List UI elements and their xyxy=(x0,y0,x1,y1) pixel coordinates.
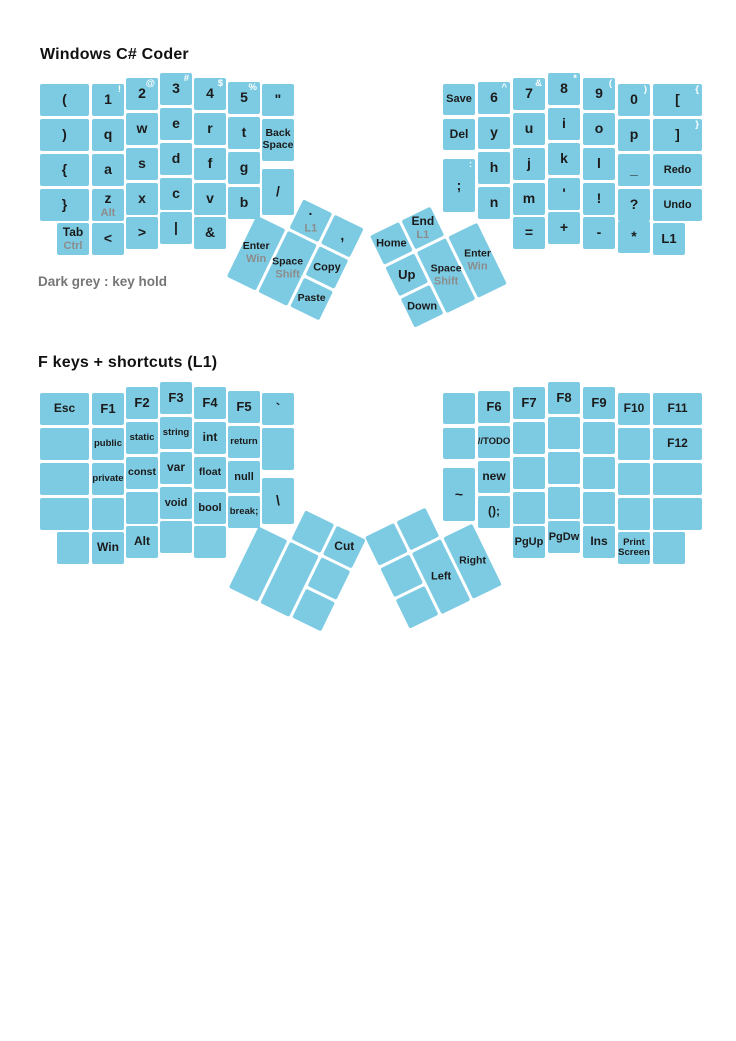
key-exclamation xyxy=(583,183,615,215)
key-3 xyxy=(160,73,192,105)
key-paren-open xyxy=(40,84,89,116)
key-l xyxy=(583,148,615,180)
key-tap-label: ] xyxy=(675,126,680,143)
key-blank xyxy=(548,417,580,449)
key-tap-label: ( xyxy=(62,91,67,108)
key-f8 xyxy=(548,382,580,414)
key-shift-label: ! xyxy=(117,84,121,95)
key-tap-label: Cut xyxy=(334,539,355,554)
key-double-quote xyxy=(262,84,294,116)
key-tap-label: Space xyxy=(430,262,462,275)
key-hold-label: Win xyxy=(246,252,267,265)
key-tap-label: Enter xyxy=(464,247,491,260)
key-tap-label: Tab xyxy=(62,225,84,240)
key-tap-label: Redo xyxy=(663,163,692,176)
key-tap-label: g xyxy=(239,159,249,176)
key-tap-label: z xyxy=(104,190,112,207)
key-0 xyxy=(618,84,650,116)
key-tap-label: - xyxy=(596,224,602,241)
key-f11 xyxy=(653,393,702,425)
key-tap-label: F11 xyxy=(667,401,688,416)
key-plus xyxy=(548,212,580,244)
key-tap-label: e xyxy=(172,115,180,132)
key-const xyxy=(126,457,158,489)
key-tap-label: s xyxy=(138,155,146,172)
key-tap-label: < xyxy=(103,230,113,247)
key-hold-label: L1 xyxy=(416,228,430,241)
key-tap-label: F4 xyxy=(202,394,218,410)
key-tap-label: Up xyxy=(398,266,416,282)
key-tap-label: ; xyxy=(456,176,462,193)
key-n xyxy=(478,187,510,219)
key-tap-label: 9 xyxy=(595,85,603,102)
legend-note: Dark grey : key hold xyxy=(38,274,168,289)
key-tap-label: null xyxy=(234,470,254,483)
key-tap-label: ' xyxy=(562,185,566,202)
key-r xyxy=(194,113,226,145)
key-hold-label: Shift xyxy=(433,275,459,288)
key-todo xyxy=(478,426,510,458)
key-c xyxy=(160,178,192,210)
key-tap-label: Del xyxy=(449,126,469,141)
key-tap-label: ) xyxy=(62,126,67,143)
key-tap-label: u xyxy=(524,120,534,137)
key-tap-label: ~ xyxy=(454,485,464,502)
key-greater-than xyxy=(126,217,158,249)
key-g xyxy=(228,152,260,184)
key-k xyxy=(548,143,580,175)
key-tap-label: Enter xyxy=(242,240,270,253)
key-hold-label: Ctrl xyxy=(63,239,83,252)
key-tap-label: h xyxy=(489,159,499,176)
key-tap-label: n xyxy=(489,194,499,211)
key-x xyxy=(126,183,158,215)
key-new xyxy=(478,461,510,493)
key-tap-label: q xyxy=(103,126,113,143)
key-bracket-close xyxy=(653,119,702,151)
key-tap-label: l xyxy=(597,155,601,172)
key-tap-label: = xyxy=(524,224,534,241)
key-blank xyxy=(40,463,89,495)
key-blank xyxy=(653,532,685,564)
key-s xyxy=(126,148,158,180)
key-shift-label: % xyxy=(248,82,257,93)
key-tap-label: F3 xyxy=(168,389,184,405)
key-tap-label: r xyxy=(207,120,213,137)
key-tap-label: PgUp xyxy=(514,535,544,548)
key-tap-label: m xyxy=(522,190,536,207)
key-tap-label: 8 xyxy=(560,80,568,97)
key-tap-label: (); xyxy=(488,504,500,519)
key-shift-label: { xyxy=(695,84,699,95)
key-tap-label: o xyxy=(594,120,604,137)
key-brace-close xyxy=(40,189,89,221)
key-f1 xyxy=(92,393,124,425)
key-tap-label: F1 xyxy=(100,400,116,416)
key-blank xyxy=(443,428,475,459)
key-tap-label: Alt xyxy=(134,534,150,549)
layer2-title: F keys + shortcuts (L1) xyxy=(38,354,218,371)
key-tap-label: const xyxy=(127,466,156,479)
key-tap-label: y xyxy=(490,124,498,141)
key-tap-label: int xyxy=(202,430,218,445)
key-shift-label: * xyxy=(573,73,577,84)
key-tap-label: //TODO xyxy=(477,435,511,447)
key-void xyxy=(160,487,192,519)
key-2 xyxy=(126,78,158,110)
key-shift-label: @ xyxy=(145,78,155,89)
key-down xyxy=(401,285,444,328)
key-l1 xyxy=(653,223,685,255)
key-tap-label: F6 xyxy=(486,398,502,414)
key-back-space xyxy=(262,119,294,161)
key-tap-label: / xyxy=(276,183,280,200)
key-f12 xyxy=(653,428,702,460)
key-tap-label: static xyxy=(129,431,155,443)
key-t xyxy=(228,117,260,149)
key-blank xyxy=(513,492,545,524)
key-4 xyxy=(194,78,226,110)
key-question xyxy=(618,189,650,221)
key-a xyxy=(92,154,124,186)
key-tap-label: } xyxy=(61,196,68,213)
key-tap-label: 7 xyxy=(525,85,533,102)
key-blank xyxy=(40,428,89,460)
key-pgup xyxy=(513,526,545,558)
key-save xyxy=(443,84,475,115)
key-z xyxy=(92,189,124,221)
key-blank xyxy=(126,492,158,524)
key-tap-label: Screen xyxy=(618,547,650,558)
key-asterisk xyxy=(618,221,650,253)
key-blank xyxy=(513,457,545,489)
key-tap-label: PgDw xyxy=(548,530,580,543)
key-tap-label: string xyxy=(162,426,190,438)
key-f6 xyxy=(478,391,510,423)
key-u xyxy=(513,113,545,145)
key-del xyxy=(443,119,475,150)
key-tap-label: bool xyxy=(198,501,222,514)
key-win xyxy=(92,532,124,564)
key-tap-label: * xyxy=(631,228,637,245)
key-hold-label: L1 xyxy=(304,222,318,235)
key-blank xyxy=(57,532,89,564)
key-shift-label: ( xyxy=(608,78,612,89)
key-backtick xyxy=(262,393,294,425)
key-tap-label: Space xyxy=(262,139,294,151)
key-8 xyxy=(548,73,580,105)
key-w xyxy=(126,113,158,145)
key-7 xyxy=(513,78,545,110)
key-tap-label: i xyxy=(562,115,566,132)
key-brace-open xyxy=(40,154,89,186)
key-blank xyxy=(443,393,475,424)
key-shift-label: & xyxy=(535,78,542,89)
key-tap-label: ! xyxy=(596,190,602,207)
key-string xyxy=(160,417,192,449)
key-blank xyxy=(92,498,124,530)
key-f4 xyxy=(194,387,226,419)
key-break xyxy=(228,496,260,528)
key-paste xyxy=(290,278,333,321)
key-bool xyxy=(194,492,226,524)
key-9 xyxy=(583,78,615,110)
key-tap-label: public xyxy=(94,437,122,449)
key-paren-close xyxy=(40,119,89,151)
key-tap-label: F10 xyxy=(623,401,645,416)
key-tap-label: 1 xyxy=(104,91,112,108)
key-less-than xyxy=(92,223,124,255)
key-tap-label: { xyxy=(61,161,68,178)
key-blank xyxy=(618,498,650,530)
key-tap-label: & xyxy=(204,224,216,241)
key-blank xyxy=(160,521,192,553)
key-tap-label: Down xyxy=(407,300,438,313)
key-apostrophe xyxy=(548,178,580,210)
key-tap-label: F8 xyxy=(556,389,572,405)
key-tap-label: > xyxy=(137,224,147,241)
key-f10 xyxy=(618,393,650,425)
key-q xyxy=(92,119,124,151)
key-tap-label: , xyxy=(340,227,345,244)
key-f9 xyxy=(583,387,615,419)
key-bracket-open xyxy=(653,84,702,116)
key-6 xyxy=(478,82,510,114)
key-e xyxy=(160,108,192,140)
key-tap-label: Undo xyxy=(663,198,692,211)
key-d xyxy=(160,143,192,175)
key-tap-label: F9 xyxy=(591,394,607,410)
key-tap-label: c xyxy=(172,185,180,202)
key-tap-label: F7 xyxy=(521,394,537,410)
key-tap-label: x xyxy=(138,190,146,207)
key-tap-label: Left xyxy=(430,570,452,583)
key-blank xyxy=(618,428,650,460)
key-tap-label: Esc xyxy=(53,401,76,416)
key-p xyxy=(618,119,650,151)
key-tap-label: F2 xyxy=(134,394,150,410)
key-h xyxy=(478,152,510,184)
key-m xyxy=(513,183,545,215)
key-tap-label: \ xyxy=(276,492,280,509)
key-tap-label: ? xyxy=(629,196,639,213)
key-blank xyxy=(548,487,580,519)
key-f7 xyxy=(513,387,545,419)
key-tap-label: Home xyxy=(376,237,407,250)
key-tap-label: d xyxy=(171,150,181,167)
key-redo xyxy=(653,154,702,186)
key-hold-label: Shift xyxy=(275,268,300,281)
key-blank xyxy=(548,452,580,484)
key-pipe xyxy=(160,212,192,244)
key-null xyxy=(228,461,260,493)
key-private xyxy=(92,463,124,495)
key-blank xyxy=(583,422,615,454)
key-f xyxy=(194,148,226,180)
key-b xyxy=(228,187,260,219)
key-tap-label: f xyxy=(207,155,213,172)
key-blank xyxy=(653,463,702,495)
key-tap-label: L1 xyxy=(661,230,677,246)
key-tap-label: t xyxy=(241,124,247,141)
key-tap-label: " xyxy=(274,91,282,108)
key-return xyxy=(228,426,260,458)
key-blank xyxy=(40,498,89,530)
key-hold-label: Win xyxy=(467,260,488,273)
key-f5 xyxy=(228,391,260,423)
key-tap-label: k xyxy=(560,150,568,167)
key-float xyxy=(194,457,226,489)
key-tap-label: 2 xyxy=(138,85,146,102)
key-tab xyxy=(57,223,89,255)
key-tap-label: End xyxy=(411,214,435,229)
key-tap-label: F12 xyxy=(667,436,688,451)
key-blank xyxy=(583,492,615,524)
key-tap-label: j xyxy=(527,155,531,172)
key-blank xyxy=(583,457,615,489)
key-tap-label: ` xyxy=(275,400,281,417)
key-tap-label: | xyxy=(174,219,178,236)
key-tap-label: void xyxy=(164,496,188,509)
key-ampersand xyxy=(194,217,226,249)
key-tap-label: Paste xyxy=(297,292,326,305)
key-tap-label: Win xyxy=(97,540,119,555)
key-tap-label: [ xyxy=(675,91,680,108)
key-alt xyxy=(126,526,158,558)
key-tap-label: _ xyxy=(630,161,638,178)
key-tap-label: private xyxy=(92,472,124,484)
key-tap-label: float xyxy=(198,466,222,479)
key-underscore xyxy=(618,154,650,186)
key-y xyxy=(478,117,510,149)
key-tap-label: Print xyxy=(623,536,645,548)
key-shift-label: # xyxy=(183,73,189,84)
key-blank xyxy=(262,428,294,470)
key-blank xyxy=(653,498,702,530)
key-pgdw xyxy=(548,521,580,553)
key-1 xyxy=(92,84,124,116)
key-tap-label: Copy xyxy=(313,261,341,274)
key-static xyxy=(126,422,158,454)
key-ins xyxy=(583,526,615,558)
key-i xyxy=(548,108,580,140)
key-tap-label: 3 xyxy=(172,80,180,97)
key-tap-label: 6 xyxy=(490,89,498,106)
key-tap-label: a xyxy=(104,161,112,178)
key-tap-label: + xyxy=(559,219,569,236)
key-shift-label: } xyxy=(695,119,699,130)
key-tap-label: 5 xyxy=(240,89,248,106)
key-blank xyxy=(194,526,226,558)
key-print-screen xyxy=(618,532,650,564)
key-tap-label: Back xyxy=(265,127,291,140)
key-tap-label: · xyxy=(308,205,314,222)
key-paren-open-paren-close-semicolon xyxy=(478,496,510,528)
key-minus xyxy=(583,217,615,249)
key-shift-label: : xyxy=(468,159,472,170)
key-tap-label: new xyxy=(482,469,506,484)
key-tap-label: Space xyxy=(272,255,304,268)
key-v xyxy=(194,183,226,215)
layer1-title: Windows C# Coder xyxy=(40,46,189,63)
key-tap-label: p xyxy=(629,126,639,143)
key-tap-label: return xyxy=(230,435,258,447)
key-o xyxy=(583,113,615,145)
key-int xyxy=(194,422,226,454)
key-blank xyxy=(618,463,650,495)
key-f2 xyxy=(126,387,158,419)
key-shift-label: ^ xyxy=(501,82,507,93)
key-f3 xyxy=(160,382,192,414)
key-tap-label: F5 xyxy=(236,398,252,414)
key-tap-label: Right xyxy=(459,554,486,567)
key-tap-label: 4 xyxy=(206,85,214,102)
key-blank xyxy=(513,422,545,454)
key-tap-label: v xyxy=(206,190,214,207)
key-shift-label: $ xyxy=(217,78,223,89)
key-shift-label: ) xyxy=(643,84,647,95)
key-public xyxy=(92,428,124,460)
key-tap-label: 0 xyxy=(630,91,638,108)
key-tap-label: Save xyxy=(446,93,472,106)
key-j xyxy=(513,148,545,180)
key-var xyxy=(160,452,192,484)
key-tap-label: break; xyxy=(229,505,259,517)
key-undo xyxy=(653,189,702,221)
key-5 xyxy=(228,82,260,114)
key-tap-label: var xyxy=(166,460,186,475)
key-hold-label: Alt xyxy=(100,206,116,219)
key-equals xyxy=(513,217,545,249)
key-esc xyxy=(40,393,89,425)
key-tap-label: Ins xyxy=(590,534,608,549)
key-tap-label: w xyxy=(136,120,148,137)
key-tap-label: b xyxy=(239,194,249,211)
